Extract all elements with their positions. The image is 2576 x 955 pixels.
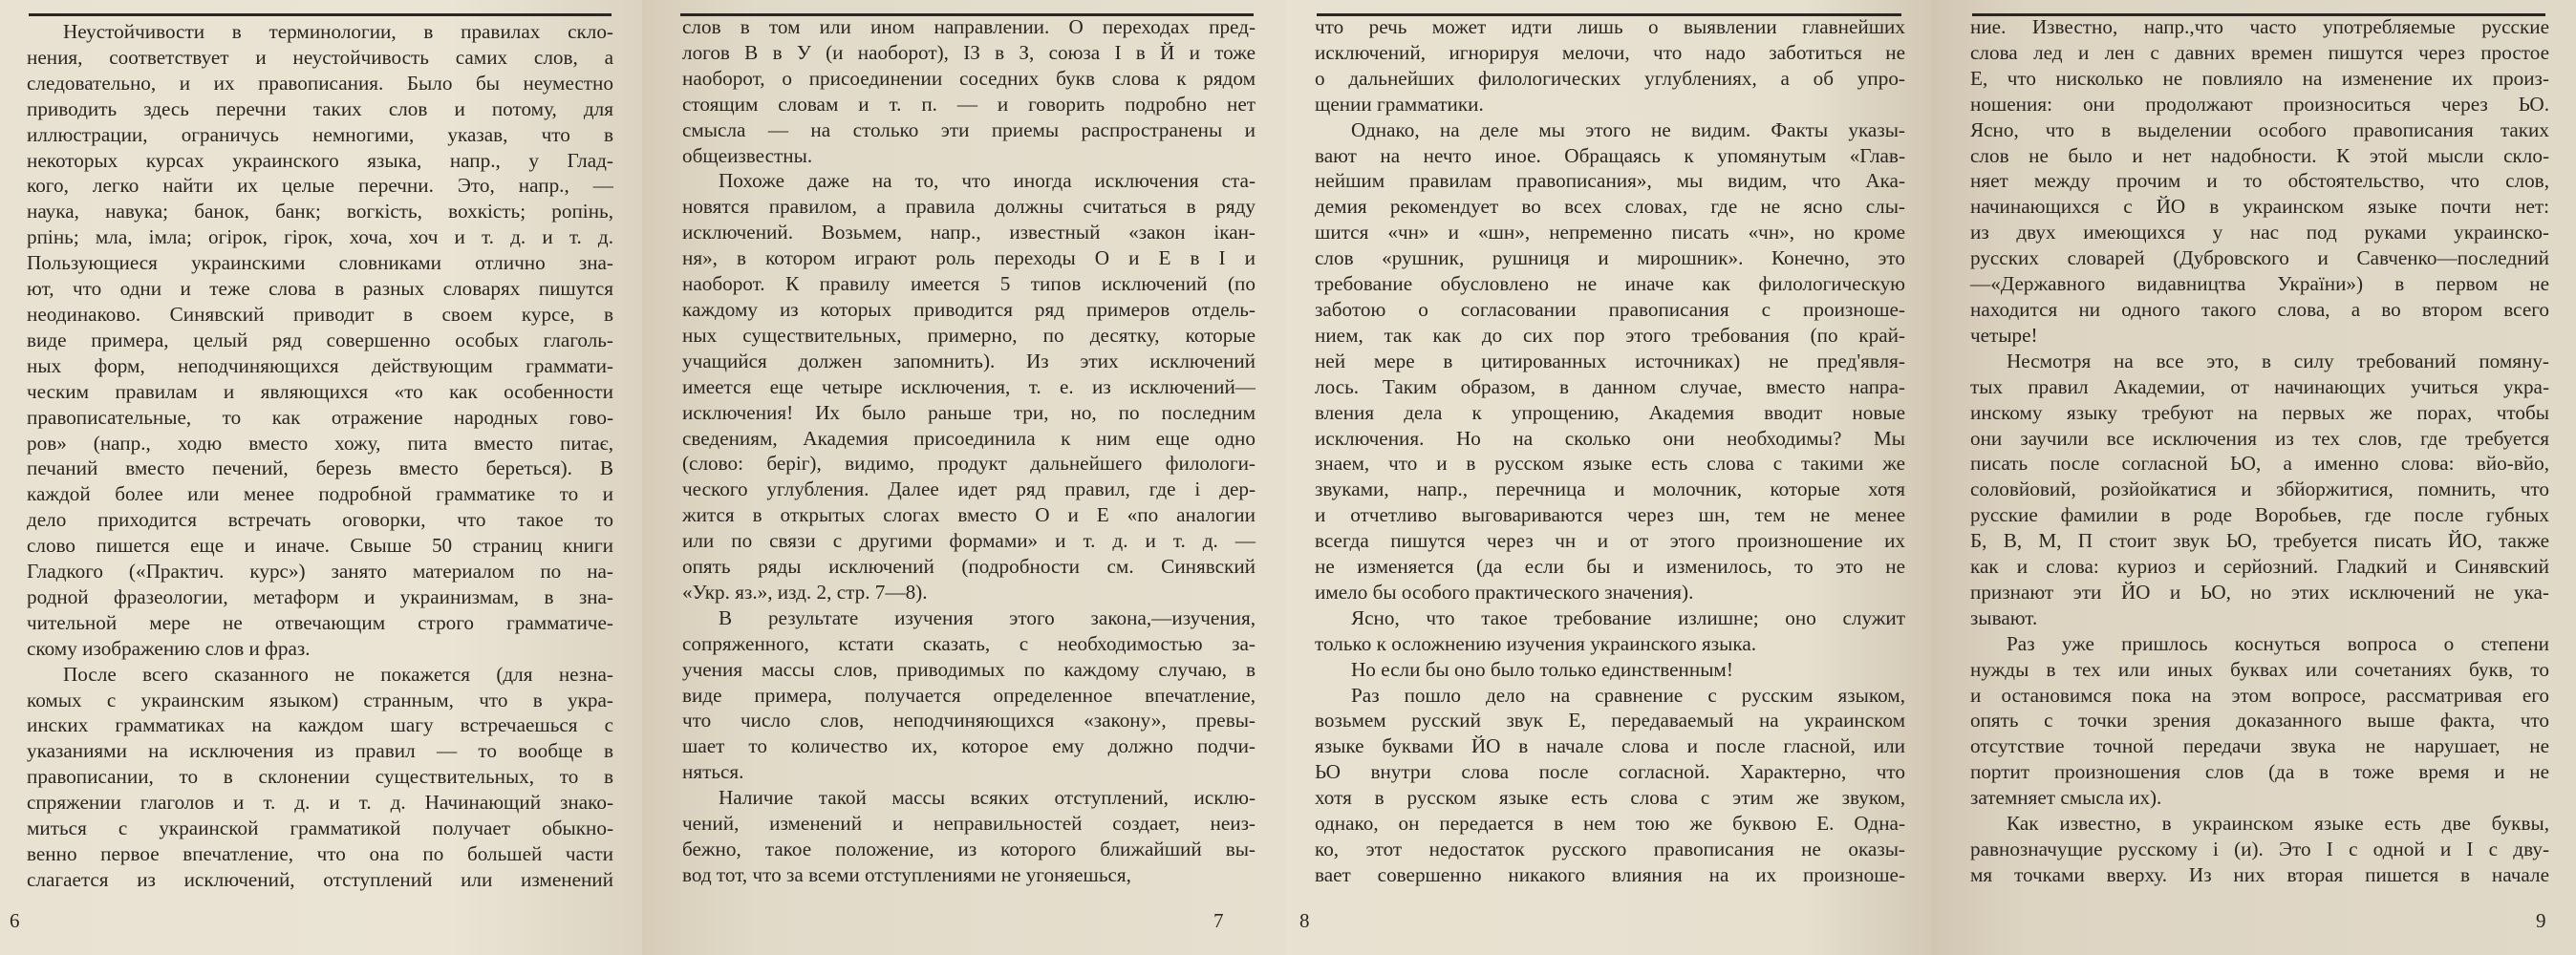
text-line: четыре! (1970, 323, 2038, 347)
page-text (682, 14, 1256, 888)
text-line: вают на нечто иное. Обращаясь к упомянутым «Глав- (1315, 143, 1905, 167)
text-line: портит произношения слов (да в тоже время и не (1970, 760, 2549, 784)
text-line: спряжении глаголов и т. д. и т. д. Начинающий знако- (27, 791, 613, 815)
text-line: слов «рушник, рушниця и мирошник». Конечно, это (1315, 246, 1905, 270)
text-line: находится ни одного такого слова, а во втором всего (1970, 297, 2549, 321)
text-line: печаний вместо печений, березь вместо береться). В (27, 456, 613, 480)
text-line: следовательно, и их правописания. Было бы неуместно (27, 71, 613, 95)
text-line: Но если бы оно было только единственным! (1351, 657, 1733, 681)
text-line: опять с точки зрения доказанного выше факта, что (1970, 709, 2549, 732)
text-line: ных существительных, примерно, по десятку, которые (682, 323, 1256, 347)
text-line: русские фамилии в роде Воробьев, где после губных (1970, 503, 2549, 527)
text-line: из двух имеющихся у нас под руками украинско- (1970, 221, 2549, 244)
text-line: затемняет смысла их). (1970, 786, 2162, 810)
text-line: нения, соответствует и неустойчивость самих слов, а (27, 45, 613, 69)
text-line: демия рекомендует во всех словах, где не ясно слы- (1315, 195, 1905, 219)
text-line: только к осложнению изучения украинского языка. (1315, 631, 1757, 655)
text-line: бежно, такое положение, из которого ближайший вы- (682, 838, 1256, 860)
text-line: звуками, напр., перечница и молочник, которые хотя (1315, 478, 1905, 501)
text-line: тых правил Академии, от начинающих учиться укра- (1970, 374, 2549, 398)
text-line: новятся правилом, а правила должны считаться в ряду (682, 195, 1256, 219)
text-line: как и слова: куриоз и серйозний. Гладкий и Синявский (1970, 555, 2549, 579)
text-line: имело бы особого практического значения). (1315, 580, 1694, 604)
text-line: логов В в У (и наоборот), ІЗ в З, союза І в Й и тоже (682, 40, 1256, 64)
text-line: дело приходится встречать оговорки, что такое то (27, 508, 613, 532)
text-line: отсутствие точной передачи звука не нарушает, не (1970, 734, 2549, 758)
text-line: требование обусловлено не иначе как филологическую (1315, 272, 1905, 296)
text-line: Похоже даже на то, что иногда исключения ста- (719, 169, 1256, 193)
text-line: ня», в котором играют роль переходы О и Е в І и (682, 246, 1256, 270)
text-line: вает совершенно никакого влияния на их произноше- (1315, 862, 1905, 886)
text-line: наоборот, о присоединении соседних букв слова к рядом (682, 66, 1256, 90)
text-line: наука, навука; банок, банк; вогкість, вохкість; ропінь, (27, 200, 613, 223)
text-line: начинающихся с ЙО в украинском языке почти нет: (1970, 195, 2549, 219)
text-line: и остановимся пока на этом вопросе, рассматривая его (1970, 683, 2549, 707)
page-9 (1932, 0, 2576, 955)
text-line: ческим правилам и являющихся «то как особенности (27, 379, 613, 403)
text-line: Ясно, что в выделении особого правописания таких (1970, 117, 2549, 141)
text-line: о дальнейших филологических углублениях, а об упро- (1315, 66, 1905, 90)
text-line: миться с украинской грамматикой получает обыкно- (27, 817, 613, 840)
text-line: однако, он передается в нем тою же буквою Е. Одна- (1315, 812, 1905, 836)
text-line: правописании, то в склонении существительных, то в (27, 765, 613, 789)
text-line: Несмотря на все это, в силу требований помяну- (2007, 349, 2549, 372)
text-line: сопряженного, кстати сказать, с необходимостью за- (682, 631, 1256, 655)
text-line: Раз пошло дело на сравнение с русским языком, (1351, 683, 1905, 707)
text-line: ней мере в цитированных источниках) не пред'явля- (1315, 349, 1905, 372)
text-line: Гладкого («Практич. курс») занято материалом по на- (27, 560, 613, 584)
text-line: нейшим правилам правописания», мы видим, что Ака- (1315, 169, 1905, 193)
text-line: равнозначущие русскому і (и). Это І с одной и І с дву- (1970, 838, 2549, 860)
text-line: приводить здесь перечни таких слов и потому, для (27, 96, 613, 120)
text-line: знаем, что и в русском языке есть слова с такими же (1315, 452, 1905, 476)
text-line: исключений. Возьмем, напр., известный «закон ікан- (682, 221, 1256, 244)
text-line: правописательные, то как отражение народных гово- (27, 405, 613, 429)
text-line: исключений, игнорируя мелочи, что надо заботиться не (1315, 40, 1905, 64)
text-line: Как известно, в украинском языке есть две буквы, (2007, 812, 2549, 836)
text-line: чительной мере не отвечающим строго грамматиче- (27, 610, 613, 634)
text-line: ческого углубления. Далее идет ряд правил, где і дер- (682, 478, 1256, 501)
text-line: инских грамматиках на каждом шагу встречаешься с (27, 713, 613, 737)
text-line: (слово: беріг), видимо, продукт дальнейшего филологи- (682, 452, 1256, 476)
text-line: венно первое впечатление, что она по большей части (27, 842, 613, 865)
text-line: признают эти ЙО и ЬО, но этих исключений не ука- (1970, 580, 2549, 604)
text-line: вления дела к упрощению, Академия вводит новые (1315, 400, 1905, 424)
text-line: смысла — на столько эти приемы распространены и (682, 117, 1256, 141)
text-line: что речь может идти лишь о выявлении главнейших (1315, 15, 1905, 38)
text-line: всегда пишутся через чн и от этого произношение их (1315, 529, 1905, 553)
text-line: няет между прочим и то обстоятельство, что слов, (1970, 169, 2549, 193)
text-line: чений, изменений и неправильностей создает, неиз- (682, 812, 1256, 836)
text-line: писать после согласной ЬО, а именно слова: вйо-вйо, (1970, 452, 2549, 476)
text-line: заботою о согласовании правописания с произноше- (1315, 297, 1905, 321)
text-line: Раз уже пришлось коснуться вопроса о степени (2007, 631, 2549, 655)
text-line: После всего сказанного не покажется (для незна- (63, 662, 613, 686)
text-line: шает то количество их, которое ему должно подчи- (682, 734, 1256, 758)
text-line: шится «чн» и «шн», непременно писать «чн», но кроме (1315, 221, 1905, 244)
text-line: некоторых курсах украинского языка, напр., у Глад- (27, 148, 613, 172)
top-rule (29, 13, 612, 16)
text-line: они заучили все исключения из тех слов, где требуется (1970, 426, 2549, 450)
page-number: 8 (1299, 909, 1310, 932)
text-line: соловйовий, розйойкатися и збйоржитися, помнить, что (1970, 478, 2549, 501)
text-line: виде примера, целый ряд совершенно особых глаголь- (27, 328, 613, 351)
text-line: кого, легко найти их целые перечни. Это, напр., — (27, 174, 613, 198)
text-line: что число слов, неподчиняющихся «закону», превы- (682, 709, 1256, 732)
text-line: Неустойчивости в терминологии, в правилах скло- (63, 20, 613, 43)
text-line: скому изображению слов и фраз. (27, 636, 311, 660)
text-line: слов в том или ином направлении. О переходах пред- (682, 15, 1256, 38)
text-line: Пользующиеся украинскими словниками отлично зна- (27, 251, 613, 275)
text-line: сведениям, Академия присоединила к ним еще одно (682, 426, 1256, 450)
text-line: рпінь; мла, імла; огірок, гірок, хоча, хоч и т. д. и т. д. (27, 225, 613, 249)
text-line: каждому из которых приводится ряд примеров отдель- (682, 297, 1256, 321)
page-text (1315, 14, 1905, 888)
text-line: или по связи с другими формами» и т. д. и т. д. — (682, 529, 1256, 553)
page-7 (642, 0, 1286, 955)
text-line: лось. Таким образом, в данном случае, вместо напра- (1315, 374, 1905, 398)
text-line: слагается из исключений, отступлений или изменений (27, 867, 613, 891)
text-line: языке буквами ЙО в начале слова и после гласной, или (1315, 734, 1905, 758)
text-line: зывают. (1970, 605, 2038, 629)
page-number: 7 (1213, 909, 1224, 932)
text-line: русских словарей (Дубровского и Савченко—последний (1970, 246, 2549, 270)
text-line: исключения! Их было раньше три, но, по последним (682, 400, 1256, 424)
text-line: иллюстрации, ограничусь немногими, указав, что в (27, 122, 613, 146)
text-line: возьмем русский звук Е, передаваемый на украинском (1315, 709, 1905, 732)
page-number: 6 (10, 909, 20, 932)
text-line: слово пишется еще и иначе. Свыше 50 страниц книги (27, 534, 613, 558)
text-line: жится в открытых слогах вместо О и Е «по аналогии (682, 503, 1256, 527)
text-line: Б, В, М, П стоит звук ЬО, требуется писать ЙО, также (1970, 529, 2549, 553)
text-line: общеизвестны. (682, 143, 813, 167)
page-text (27, 19, 613, 893)
text-line: Е, что нисколько не повлияло на изменение их произ- (1970, 66, 2549, 90)
text-line: вод тот, что за всеми отступлениями не угоняешься, (682, 862, 1131, 886)
text-line: ко, этот недостаток русского правописания не оказы- (1315, 838, 1905, 860)
page-8 (1286, 0, 1932, 955)
text-line: —«Державного видавництва України») в первом не (1970, 272, 2549, 296)
text-line: неодинаково. Синявский приводит в своем курсе, в (27, 302, 613, 326)
text-line: и отчетливо выговариваются через шн, тем не менее (1315, 503, 1905, 527)
text-line: указаниями на исключения из правил — то вообще в (27, 739, 613, 763)
text-line: мя точками вверху. Из них вторая пишется в начале (1970, 862, 2549, 886)
text-line: инскому языку требуют на первых же порах, чтобы (1970, 400, 2549, 424)
text-line: ние. Известно, напр.,что часто употребляемые русские (1970, 15, 2549, 38)
text-line: няться. (682, 760, 744, 784)
text-line: ют, что одни и теже слова в разных словарях пишутся (27, 277, 613, 301)
text-line: Ясно, что такое требование излишне; оно служит (1351, 605, 1905, 629)
text-line: нием, так как до сих пор этого требования (по край- (1315, 323, 1905, 347)
page-6 (0, 0, 642, 955)
text-line: В результате изучения этого закона,—изучения, (719, 605, 1256, 629)
text-line: нужды в тех или иных буквах или сочетаниях букв, то (1970, 657, 2549, 681)
text-line: комых с украинским языком) странным, что в укра- (27, 688, 613, 711)
text-line: исключения. Но на сколько они необходимы? Мы (1315, 426, 1905, 450)
text-line: учащийся должен запомнить). Из этих исключений (682, 349, 1256, 372)
text-line: хотя в русском языке есть слова с этим же звуком, (1315, 786, 1905, 810)
text-line: каждой более или менее подробной грамматике то и (27, 482, 613, 506)
text-line: не изменяется (да если бы и изменилось, то это не (1315, 555, 1905, 579)
text-line: имеется еще четыре исключения, т. е. из исключений— (682, 374, 1256, 398)
page-text (1970, 14, 2549, 888)
text-line: слов не было и нет надобности. К этой мысли скло- (1970, 143, 2549, 167)
text-line: Наличие такой массы всяких отступлений, исклю- (719, 786, 1256, 810)
text-line: ных форм, неподчиняющихся действующим граммати- (27, 353, 613, 377)
text-line: наоборот. К правилу имеется 5 типов исключений (по (682, 272, 1256, 296)
text-line: виде примера, получается определенное впечатление, (682, 683, 1256, 707)
text-line: опять ряды исключений (подробности см. Синявский (682, 555, 1256, 579)
text-line: слова лед и лен с давних времен пишутся через простое (1970, 40, 2549, 64)
text-line: родной фразеологии, метаформ и украинизмам, в зна- (27, 584, 613, 608)
text-line: учения массы слов, приводимых по каждому случаю, в (682, 657, 1256, 681)
text-line: Однако, на деле мы этого не видим. Факты указы- (1351, 117, 1905, 141)
text-line: стоящим словам и т. п. — и говорить подробно нет (682, 92, 1256, 116)
text-line: щении грамматики. (1315, 92, 1484, 116)
text-line: ров» (напр., ходю вместо хожу, пита вместо питає, (27, 431, 613, 455)
page-number: 9 (2536, 909, 2546, 932)
text-line: «Укр. яз.», изд. 2, стр. 7—8). (682, 580, 928, 604)
text-line: ЬО внутри слова после согласной. Характерно, что (1315, 760, 1905, 784)
text-line: ношения: они продолжают произноситься через ЬО. (1970, 92, 2549, 116)
